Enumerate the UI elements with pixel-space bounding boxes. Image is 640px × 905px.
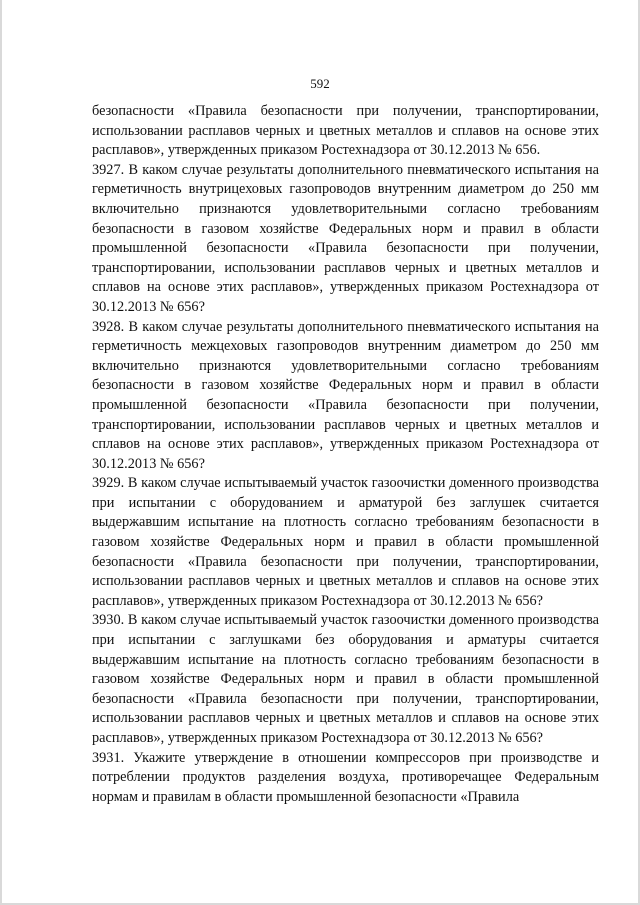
question-3929: 3929. В каком случае испытываемый участок газоочистки доменного производства при испытании с оборудованием и арматурой без заглушек считается выдержавшим испытание на плотность согласно требованиям безопасности в газовом хозяйстве Федеральных норм и правил в области промышленной безопасности «Правила безопасности при получении, транспортировании, использовании расплавов черных и цветных металлов и сплавов на основе этих расплавов», утвержденных приказом Ростехнадзора от 30.12.2013 № 656? xyxy=(92,475,599,609)
scan-edge-left xyxy=(0,0,2,905)
question-3930: 3930. В каком случае испытываемый участок газоочистки доменного производства при испытании с заглушками без оборудования и арматуры считается выдержавшим испытание на плотность согласно требованиям безопасности в газовом хозяйстве Федеральных норм и правил в области промышленной безопасности «Правила безопасности при получении, транспортировании, использовании расплавов черных и цветных металлов и сплавов на основе этих расплавов», утвержденных приказом Ростехнадзора от 30.12.2013 № 656? xyxy=(92,612,599,746)
paragraph-continuation: безопасности «Правила безопасности при получении, транспортировании, использовании расплавов черных и цветных металлов и сплавов на основе этих расплавов», утвержденных приказом Ростехнадзора от 30.12.2013 № 656. xyxy=(92,103,599,159)
question-3928: 3928. В каком случае результаты дополнительного пневматического испытания на герметичность межцеховых газопроводов внутренним диаметром до 250 мм включительно признаются удовлетворительными согласно требованиям безопасности в газовом хозяйстве Федеральных норм и правил в области промышленной безопасности «Правила безопасности при получении, транспортировании, использовании расплавов черных и цветных металлов и сплавов на основе этих расплавов», утвержденных приказом Ростехнадзора от 30.12.2013 № 656? xyxy=(92,318,599,472)
document-body xyxy=(92,102,599,807)
question-3931: 3931. Укажите утверждение в отношении компрессоров при производстве и потреблении продуктов разделения воздуха, противоречащее Федеральным нормам и правилам в области промышленной безопасности «Правила xyxy=(92,749,599,805)
page-number: 592 xyxy=(310,76,330,91)
question-3927: 3927. В каком случае результаты дополнительного пневматического испытания на герметичность внутрицеховых газопроводов внутренним диаметром до 250 мм включительно признаются удовлетворительными согласно требованиям безопасности в газовом хозяйстве Федеральных норм и правил в области промышленной безопасности «Правила безопасности при получении, транспортировании, использовании расплавов черных и цветных металлов и сплавов на основе этих расплавов», утвержденных приказом Ростехнадзора от 30.12.2013 № 656? xyxy=(92,161,599,315)
